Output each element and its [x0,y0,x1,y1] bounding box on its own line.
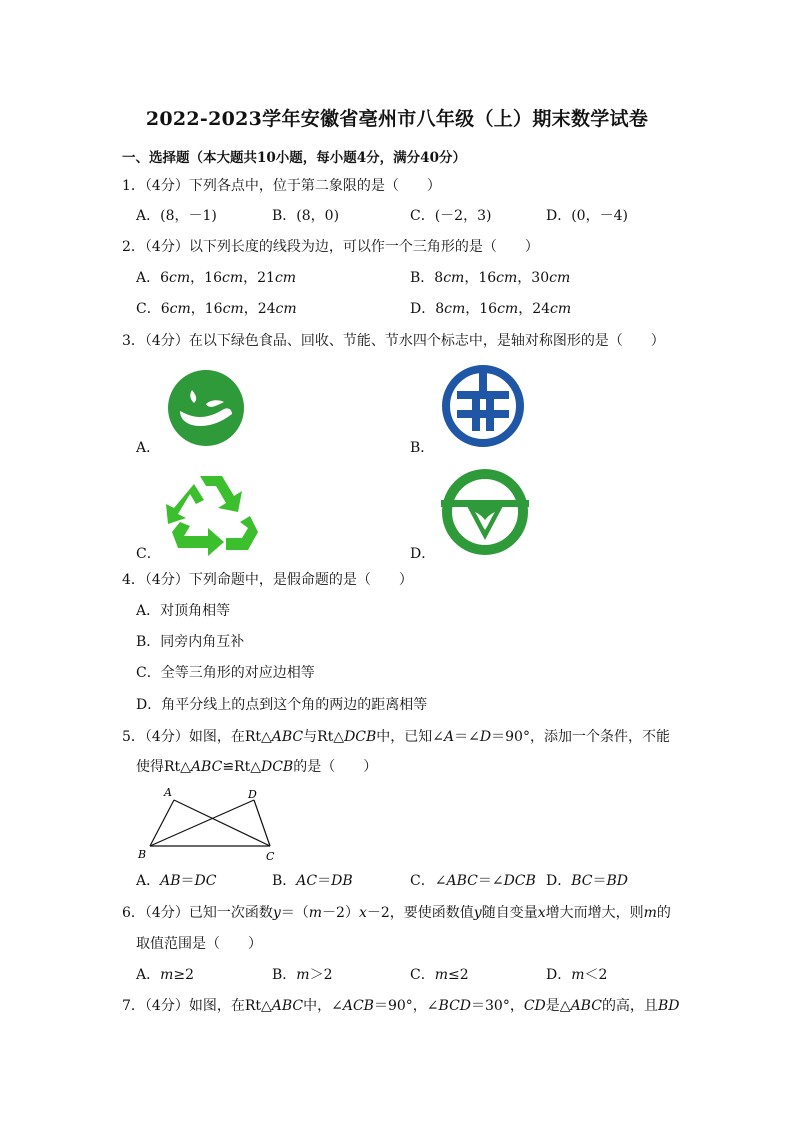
q5-triangle-figure [136,782,286,866]
q2-option-b: B．8cm，16cm，30cm [410,270,571,286]
section-heading: 一、选择题（本大题共10小题，每小题4分，满分40分） [122,150,466,166]
q3-option-d: D． [410,546,436,562]
question-3-stem: 3．（4分）在以下绿色食品、回收、节能、节水四个标志中，是轴对称图形的是（ ） [122,333,665,349]
q1-option-d: D．(0，－4) [546,208,628,224]
q4-option-b: B．同旁内角互补 [136,634,245,650]
q6-option-c: C．m≤2 [410,967,469,983]
q4-option-c: C．全等三角形的对应边相等 [136,665,315,681]
q5-option-a: A．AB＝DC [136,873,217,889]
q1-option-a: A．(8，－1) [136,208,217,224]
question-2-stem: 2．（4分）以下列长度的线段为边，可以作一个三角形的是（ ） [122,239,539,255]
point-a-label: A [164,786,172,799]
q3-option-b: B． [410,440,435,456]
segment-ac [174,800,270,846]
q2-option-a: A．6cm，16cm，21cm [136,270,297,286]
water-saving-logo-icon [441,468,529,556]
q5-option-b: B．AC＝DB [272,873,353,889]
point-c-label: C [266,850,275,863]
question-6-stem-line-2: 取值范围是（ ） [136,936,262,952]
q3-option-c: C． [136,546,161,562]
question-5-stem-line-2: 使得Rt△ABC≌Rt△DCB的是（ ） [136,759,378,775]
q4-option-a: A．对顶角相等 [136,603,231,619]
question-1-stem: 1．（4分）下列各点中，位于第二象限的是（ ） [122,178,441,194]
q6-option-b: B．m＞2 [272,967,333,983]
green-food-logo-icon [166,368,246,448]
q5-option-d: D．BC＝BD [546,873,629,889]
q5-option-c: C．∠ABC＝∠DCB [410,873,536,889]
q1-option-b: B．(8，0) [272,208,340,224]
q6-option-a: A．m≥2 [136,967,195,983]
question-6-stem-line-1: 6．（4分）已知一次函数y＝（m－2）x－2，要使函数值y随自变量x增大而增大，则m的 [122,905,671,921]
point-b-label: B [138,848,147,861]
recycle-logo-icon [164,472,260,556]
energy-saving-logo-icon [441,364,525,448]
q1-option-c: C．(－2，3) [410,208,492,224]
question-5-stem-line-1: 5．（4分）如图，在Rt△ABC与Rt△DCB中，已知∠A＝∠D＝90°，添加一个条件，不能 [122,729,670,745]
point-d-label: D [248,788,257,801]
q2-option-d: D．8cm，16cm，24cm [410,301,572,317]
q4-option-d: D．角平分线上的点到这个角的两边的距离相等 [136,697,428,713]
q3-option-a: A． [136,440,161,456]
q2-option-c: C．6cm，16cm，24cm [136,301,297,317]
q6-option-d: D．m＜2 [546,967,608,983]
page-title: 2022-2023学年安徽省亳州市八年级（上）期末数学试卷 [145,108,649,130]
segment-bd [150,800,254,846]
segment-ba [150,800,174,846]
question-4-stem: 4．（4分）下列命题中，是假命题的是（ ） [122,572,413,588]
question-7-stem: 7．（4分）如图，在Rt△ABC中，∠ACB＝90°，∠BCD＝30°，CD是△ABC的高，且BD [122,998,680,1014]
green-food-logo-disc [168,370,244,446]
